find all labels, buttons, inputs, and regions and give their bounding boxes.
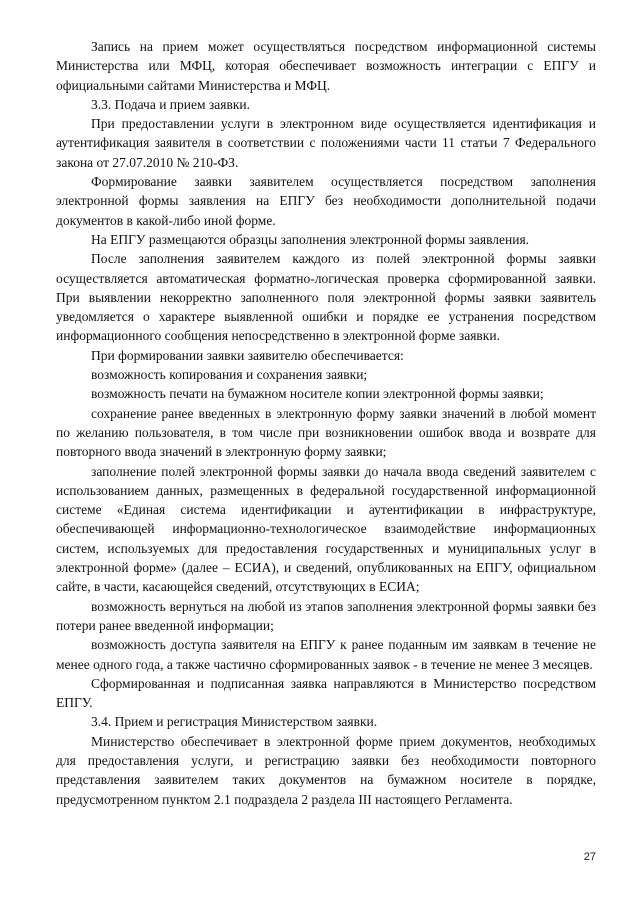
paragraph-form-filling: Формирование заявки заявителем осуществляется посредством заполнения электронной формы заявления на ЕПГУ без необходимости дополнительной подачи документов в какой-либо иной форме.	[56, 174, 596, 228]
list-item-print: возможность печати на бумажном носителе копии электронной формы заявки;	[91, 386, 544, 402]
document-body	[56, 37, 596, 809]
section-heading-3-4: 3.4. Прием и регистрация Министерством заявки.	[91, 714, 378, 730]
paragraph-provided-features: При формировании заявки заявителю обеспечивается:	[91, 347, 404, 363]
list-item-preserve-values: сохранение ранее введенных в электронную форму заявки значений в любой момент по желанию пользователя, в том числе при возникновении ошибок ввода и возврате для повторного ввода значений в электронную форму заявки;	[56, 405, 596, 460]
paragraph-identification: При предоставлении услуги в электронном виде осуществляется идентификация и аутентификация заявителя в соответствии с положениями части 11 статьи 7 Федерального закона от 27.07.2010 № 210-ФЗ.	[56, 116, 596, 170]
list-item-prefill-esia: заполнение полей электронной формы заявки до начала ввода сведений заявителем с использованием данных, размещенных в федеральной государственной информационной системе «Единая система идентификации и аутентификации в инфраструктуре, обеспечивающей информационно-технологическое взаимодействие информационных систем, используемых для предоставления государственных и муниципальных услуг в электронной форме» (далее – ЕСИА), и сведений, опубликованных на ЕПГУ, официальном сайте, в части, касающейся сведений, отсутствующих в ЕСИА;	[56, 463, 596, 595]
paragraph-validation: После заполнения заявителем каждого из полей электронной формы заявки осуществляется автоматическая форматно-логическая проверка сформированной заявки. При выявлении некорректно заполненного поля электронной формы заявки заявитель уведомляется о характере выявленной ошибки и порядке ее устранения посредством информационного сообщения непосредственно в электронной форме заявки.	[56, 251, 596, 344]
paragraph-registration: Министерство обеспечивает в электронной форме прием документов, необходимых для предоставления услуги, и регистрацию заявки без необходимости повторного представления заявителем таких документов на бумажном носителе в порядке, предусмотренном пунктом 2.1 подраздела 2 раздела III настоящего Регламента.	[56, 733, 596, 807]
paragraph-appointment-booking: Запись на прием может осуществляться посредством информационной системы Министерства или МФЦ, которая обеспечивает возможность интеграции с ЕПГУ и официальными сайтами Министерства и МФЦ.	[56, 39, 596, 93]
list-item-return-stage: возможность вернуться на любой из этапов заполнения электронной формы заявки без потери ранее введенной информации;	[56, 598, 596, 633]
section-heading-3-3: 3.3. Подача и прием заявки.	[91, 96, 250, 112]
paragraph-samples: На ЕПГУ размещаются образцы заполнения электронной формы заявления.	[91, 231, 530, 247]
list-item-copy-save: возможность копирования и сохранения заявки;	[91, 367, 368, 383]
list-item-access-history: возможность доступа заявителя на ЕПГУ к ранее поданным им заявкам в течение не менее одного года, а также частично сформированных заявок - в течение не менее 3 месяцев.	[56, 637, 596, 672]
paragraph-submission: Сформированная и подписанная заявка направляются в Министерство посредством ЕПГУ.	[56, 675, 596, 711]
page-number: 27	[583, 851, 596, 863]
